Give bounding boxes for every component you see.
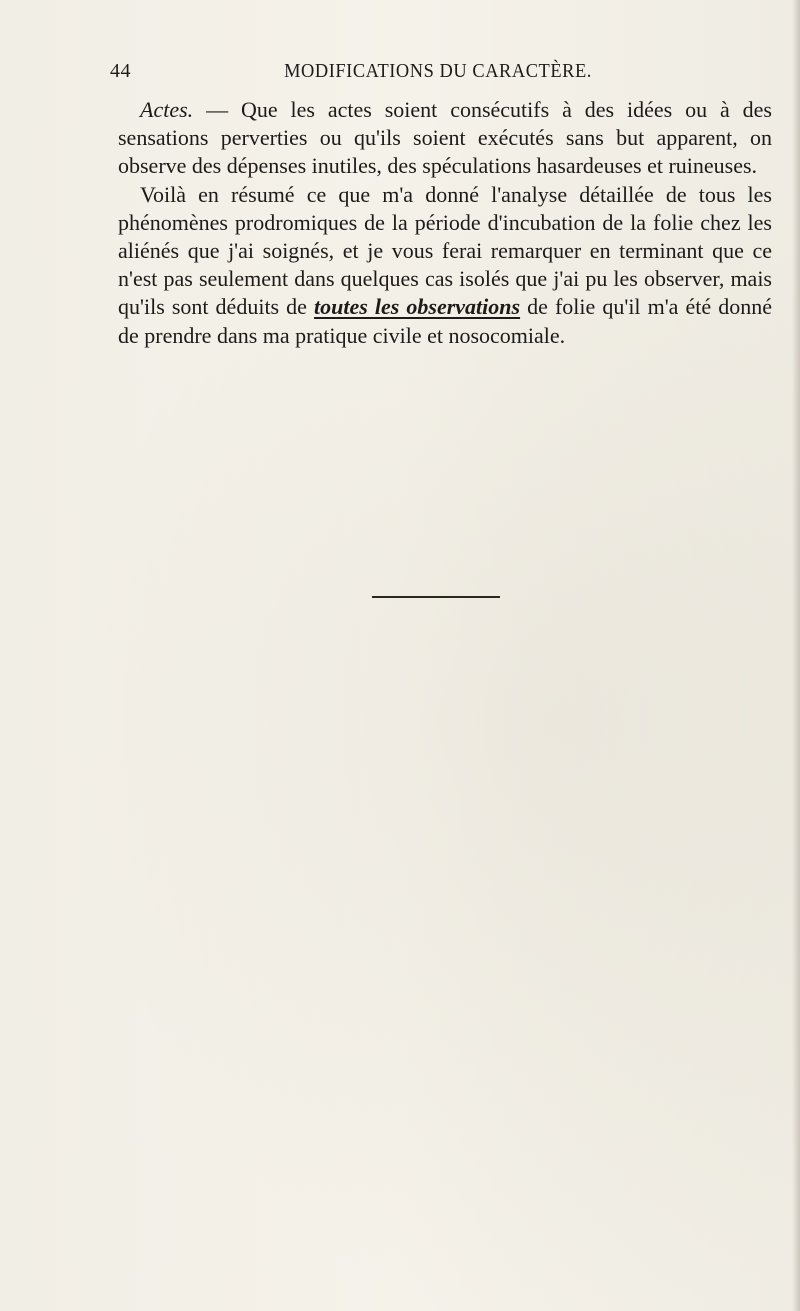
paragraph-text: — Que les actes soient consécutifs à des idées ou à des sensations perverties ou qu'ils soient exécutés sans but apparent, on observe des dépenses inutiles, des spéculations hasardeuses et ruineuses. <box>118 97 772 179</box>
running-title: MODIFICATIONS DU CARACTÈRE. <box>284 60 592 82</box>
paragraph-text-before: Voilà en résumé ce que m'a donné l'analyse détaillée de tous les phénomènes prodromiques de la période d'incubation de la folie chez les aliénés que j'ai soignés, et je vous ferai remarquer en terminant que ce n'est pas seulement dans quelques cas isolés que j'ai pu les observer, mais qu'ils sont déduits de <box>118 181 772 320</box>
running-header <box>110 60 766 86</box>
paragraph-actes <box>118 96 772 181</box>
body-text <box>118 96 772 350</box>
page-edge-shadow <box>792 0 800 1311</box>
paragraph-lead: Actes. <box>140 97 194 122</box>
page-number: 44 <box>110 60 131 82</box>
paragraph-text-after: de folie qu'il m'a été donné de prendre dans ma pratique civile et nosocomiale. <box>118 294 772 348</box>
emphasized-phrase: toutes les observations <box>314 294 521 320</box>
paragraph-summary <box>118 181 772 350</box>
section-end-rule <box>372 596 500 598</box>
